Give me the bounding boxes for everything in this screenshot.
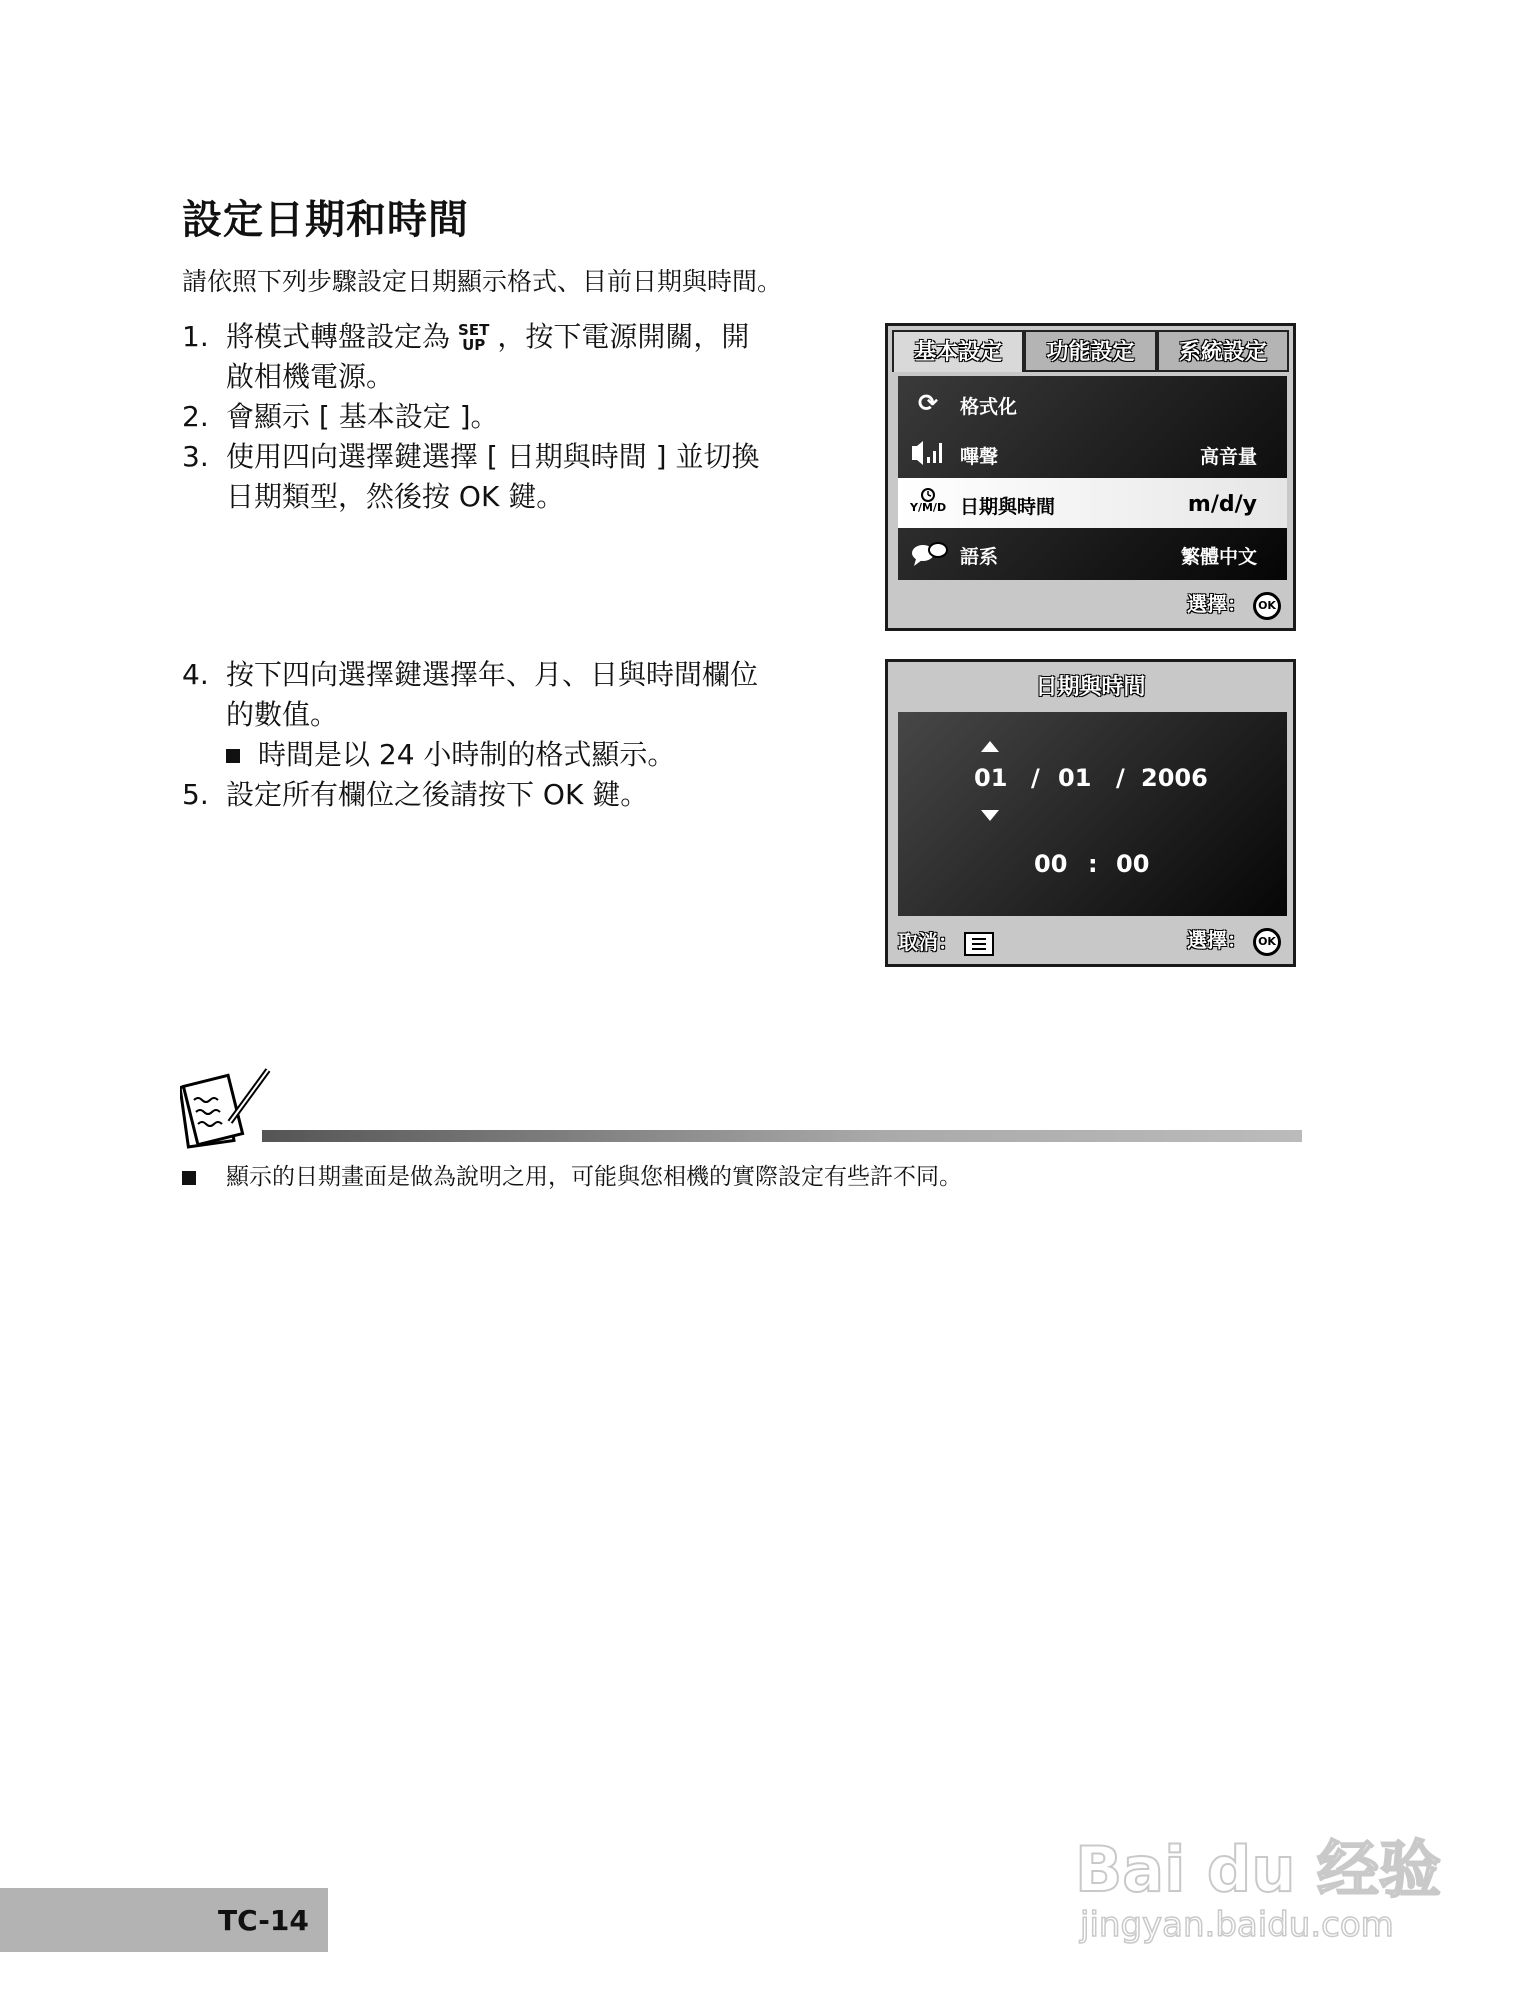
select-hint: 選擇： OK bbox=[1187, 588, 1281, 620]
note-item bbox=[182, 1158, 962, 1191]
settings-menu bbox=[898, 376, 1287, 580]
step-4 bbox=[182, 656, 802, 696]
step-3-line-2: 日期類型，然後按 OK 鍵。 bbox=[226, 480, 565, 513]
step-number: 2. bbox=[182, 400, 209, 433]
baidu-watermark-logo: Bai du 经验 bbox=[1075, 1833, 1442, 1906]
cancel-hint: 取消： bbox=[898, 926, 994, 956]
clock-ymd-icon: Y/M/D bbox=[910, 488, 946, 518]
ok-button-icon: OK bbox=[1253, 592, 1281, 620]
step-text: 將模式轉盤設定為 bbox=[226, 320, 451, 353]
menu-item-value: 繁體中文 bbox=[1180, 546, 1257, 568]
note-text: 顯示的日期畫面是做為說明之用，可能與您相機的實際設定有些許不同。 bbox=[226, 1164, 962, 1190]
bullet-text: 時間是以 24 小時制的格式顯示。 bbox=[258, 738, 676, 771]
volume-icon bbox=[910, 438, 946, 468]
menu-item-label: 日期與時間 bbox=[960, 496, 1056, 518]
format-icon: ⟳ bbox=[917, 389, 939, 417]
step-text: 設定所有欄位之後請按下 OK 鍵。 bbox=[226, 778, 649, 811]
menu-item-beep[interactable] bbox=[898, 428, 1287, 478]
step-number: 4. bbox=[182, 658, 209, 691]
step-number: 3. bbox=[182, 440, 209, 473]
square-bullet-icon bbox=[182, 1171, 196, 1185]
menu-item-label: 嗶聲 bbox=[960, 446, 999, 468]
step-4-line-2: 的數值。 bbox=[226, 698, 339, 731]
day-field[interactable]: 01 bbox=[1058, 764, 1092, 792]
step-text: 會顯示 [ 基本設定 ]。 bbox=[226, 400, 499, 433]
arrow-down-icon[interactable] bbox=[981, 810, 999, 821]
menu-item-date-time[interactable] bbox=[898, 478, 1287, 528]
date-separator: / bbox=[1116, 764, 1125, 792]
menu-item-label: 語系 bbox=[960, 546, 999, 568]
tab-basic-settings[interactable]: 基本設定 bbox=[892, 330, 1024, 372]
year-field[interactable]: 2006 bbox=[1141, 764, 1208, 792]
step-number: 5. bbox=[182, 778, 209, 811]
tab-function-settings[interactable]: 功能設定 bbox=[1024, 330, 1156, 372]
baidu-watermark-url: jingyan.baidu.com bbox=[1080, 1905, 1394, 1945]
step-number: 1. bbox=[182, 320, 209, 353]
intro-text: 請依照下列步驟設定日期顯示格式、目前日期與時間。 bbox=[182, 267, 783, 296]
square-bullet-icon bbox=[226, 749, 240, 763]
month-field[interactable]: 01 bbox=[974, 764, 1008, 792]
notes-divider bbox=[262, 1130, 1302, 1142]
screen-title: 日期與時間 bbox=[1035, 675, 1146, 700]
language-icon bbox=[910, 538, 946, 568]
menu-button-icon bbox=[964, 932, 994, 956]
step-text: 按下四向選擇鍵選擇年、月、日與時間欄位 bbox=[226, 658, 759, 691]
step-text: ，按下電源開關，開 bbox=[497, 320, 750, 353]
date-time-panel bbox=[898, 712, 1287, 916]
step-3 bbox=[182, 438, 802, 478]
step-2 bbox=[182, 398, 802, 438]
tab-system-settings[interactable]: 系統設定 bbox=[1157, 330, 1289, 372]
minute-field[interactable]: 00 bbox=[1116, 850, 1150, 878]
time-separator: : bbox=[1088, 850, 1098, 878]
step-text: 使用四向選擇鍵選擇 [ 日期與時間 ] 並切換 bbox=[226, 440, 760, 473]
step-1-line-2: 啟相機電源。 bbox=[226, 360, 395, 393]
menu-item-language[interactable] bbox=[898, 528, 1287, 578]
menu-item-value: m/d/y bbox=[1187, 492, 1257, 517]
menu-item-value: 高音量 bbox=[1199, 446, 1257, 468]
hour-field[interactable]: 00 bbox=[1034, 850, 1068, 878]
date-time-screen bbox=[885, 659, 1296, 967]
page-number: TC-14 bbox=[218, 1904, 309, 1937]
select-hint: 選擇： OK bbox=[1187, 924, 1281, 956]
step-5 bbox=[182, 776, 802, 816]
settings-tabs bbox=[892, 330, 1289, 372]
basic-settings-screen bbox=[885, 323, 1296, 631]
step-4-bullet bbox=[226, 736, 675, 774]
date-separator: / bbox=[1031, 764, 1040, 792]
arrow-up-icon[interactable] bbox=[981, 741, 999, 752]
setup-mode-icon: SET UP bbox=[458, 321, 490, 354]
menu-item-label: 格式化 bbox=[960, 396, 1018, 418]
menu-item-format[interactable] bbox=[898, 378, 1287, 428]
ok-button-icon: OK bbox=[1253, 928, 1281, 956]
page-title: 設定日期和時間 bbox=[182, 197, 469, 243]
step-1 bbox=[182, 318, 802, 358]
